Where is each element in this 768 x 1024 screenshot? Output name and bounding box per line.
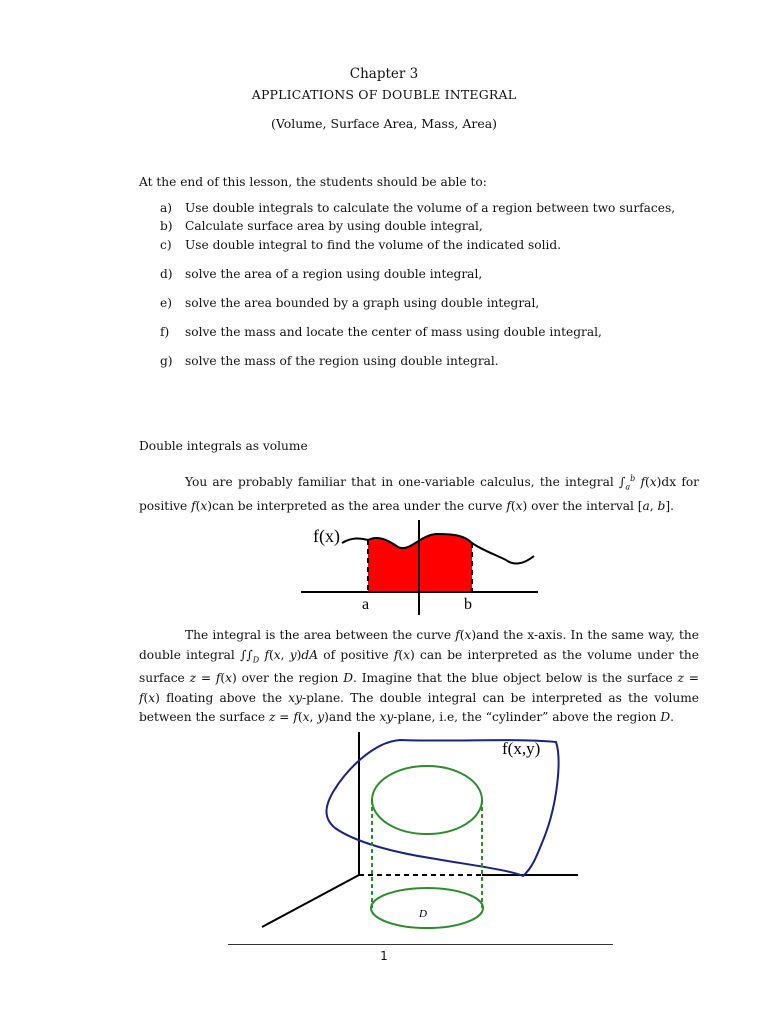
chapter-subtitle: (Volume, Surface Area, Mass, Area) xyxy=(270,116,498,131)
objective-e: e) solve the area bounded by a graph using double integral, xyxy=(160,296,540,310)
objectives-intro: At the end of this lesson, the students should be able to: xyxy=(139,175,487,189)
page-number: 1 xyxy=(380,949,388,963)
chapter-title: APPLICATIONS OF DOUBLE INTEGRAL xyxy=(251,87,517,102)
section-heading: Double integrals as volume xyxy=(139,439,308,453)
cylinder-top xyxy=(372,766,482,834)
objective-c: c) Use double integral to find the volume of the indicated solid. xyxy=(160,238,562,252)
objective-a: a) Use double integrals to calculate the volume of a region between two surfaces, xyxy=(160,201,676,215)
surface-label: f(x,y) xyxy=(502,739,541,758)
paragraph-one-variable: You are probably familiar that in one-variable calculus, the integral $\int_a^b$ f(x)dx for positive f(x)can be interpreted as the area under the curve f(x) over the interval [a, b]. xyxy=(139,474,700,513)
curve-label: f(x) xyxy=(313,526,340,546)
objective-b: b) Calculate surface area by using double integral, xyxy=(160,219,483,233)
bound-label-b: b xyxy=(464,596,472,613)
region-label: D xyxy=(419,908,427,920)
bound-label-a: a xyxy=(362,596,370,613)
x-axis-3d xyxy=(262,875,359,927)
paragraph-double-integral: The integral is the area between the curve f(x)and the x-axis. In the same way, the double integral $\int\int_D$ f(x, y)dA of positive f(x) can be interpreted as the volume under the surface z = f(x) over the region D. Imagine that the blue object below is the surface z = f(x) floating above the xy-plane. The double integral can be interpreted as the volume between the surface z = f(x, y)and the xy-plane, i.e, the “cylinder” above the region D. xyxy=(139,628,699,725)
objective-g: g) solve the mass of the region using double integral. xyxy=(160,354,499,368)
volume-under-surface-figure xyxy=(262,732,578,928)
area-under-curve-figure xyxy=(301,520,538,615)
surface-fxy xyxy=(327,740,559,876)
chapter-label: Chapter 3 xyxy=(349,66,419,82)
objective-d: d) solve the area of a region using double integral, xyxy=(160,267,483,281)
objective-f: f) solve the mass and locate the center of mass using double integral, xyxy=(160,325,602,339)
cylinder-bottom-region xyxy=(371,888,483,928)
footer-divider xyxy=(228,944,613,945)
